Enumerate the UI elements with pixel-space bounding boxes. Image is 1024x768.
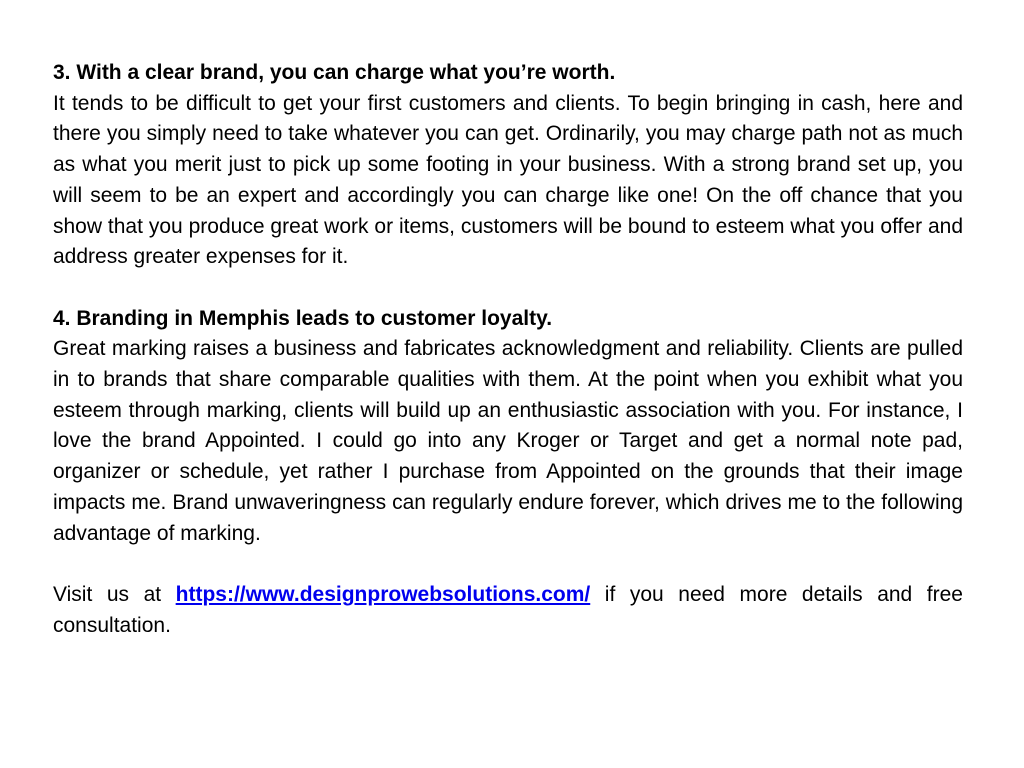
cta-prefix: Visit us at	[53, 582, 176, 606]
cta-suffix: if you need more details and free consultation.	[53, 582, 963, 637]
call-to-action	[53, 580, 963, 641]
slide-content	[53, 58, 963, 641]
section-body: Great marking raises a business and fabricates acknowledgment and reliability. Clients are pulled in to brands that share comparable qualities with them. At the point when you exhibit what you esteem through marking, clients will build up an enthusiastic association with you. For instance, I love the brand Appointed. I could go into any Kroger or Target and get a normal note pad, organizer or schedule, yet rather I purchase from Appointed on the grounds that their image impacts me. Brand unwaveringness can regularly endure forever, which drives me to the following advantage of marking.	[53, 337, 963, 545]
section-body: It tends to be difficult to get your first customers and clients. To begin bringing in cash, here and there you simply need to take whatever you can get. Ordinarily, you may charge path not as much as what you merit just to pick up some footing in your business. With a strong brand set up, you will seem to be an expert and accordingly you can charge like one! On the off chance that you show that you produce great work or items, customers will be bound to esteem what you offer and address greater expenses for it.	[53, 91, 963, 269]
website-link[interactable]: https://www.designprowebsolutions.com/	[175, 582, 591, 606]
section-loyalty	[53, 304, 963, 550]
section-pricing	[53, 58, 963, 273]
section-heading: 3. With a clear brand, you can charge what you’re worth.	[53, 61, 616, 84]
section-heading: 4. Branding in Memphis leads to customer loyalty.	[53, 306, 553, 330]
